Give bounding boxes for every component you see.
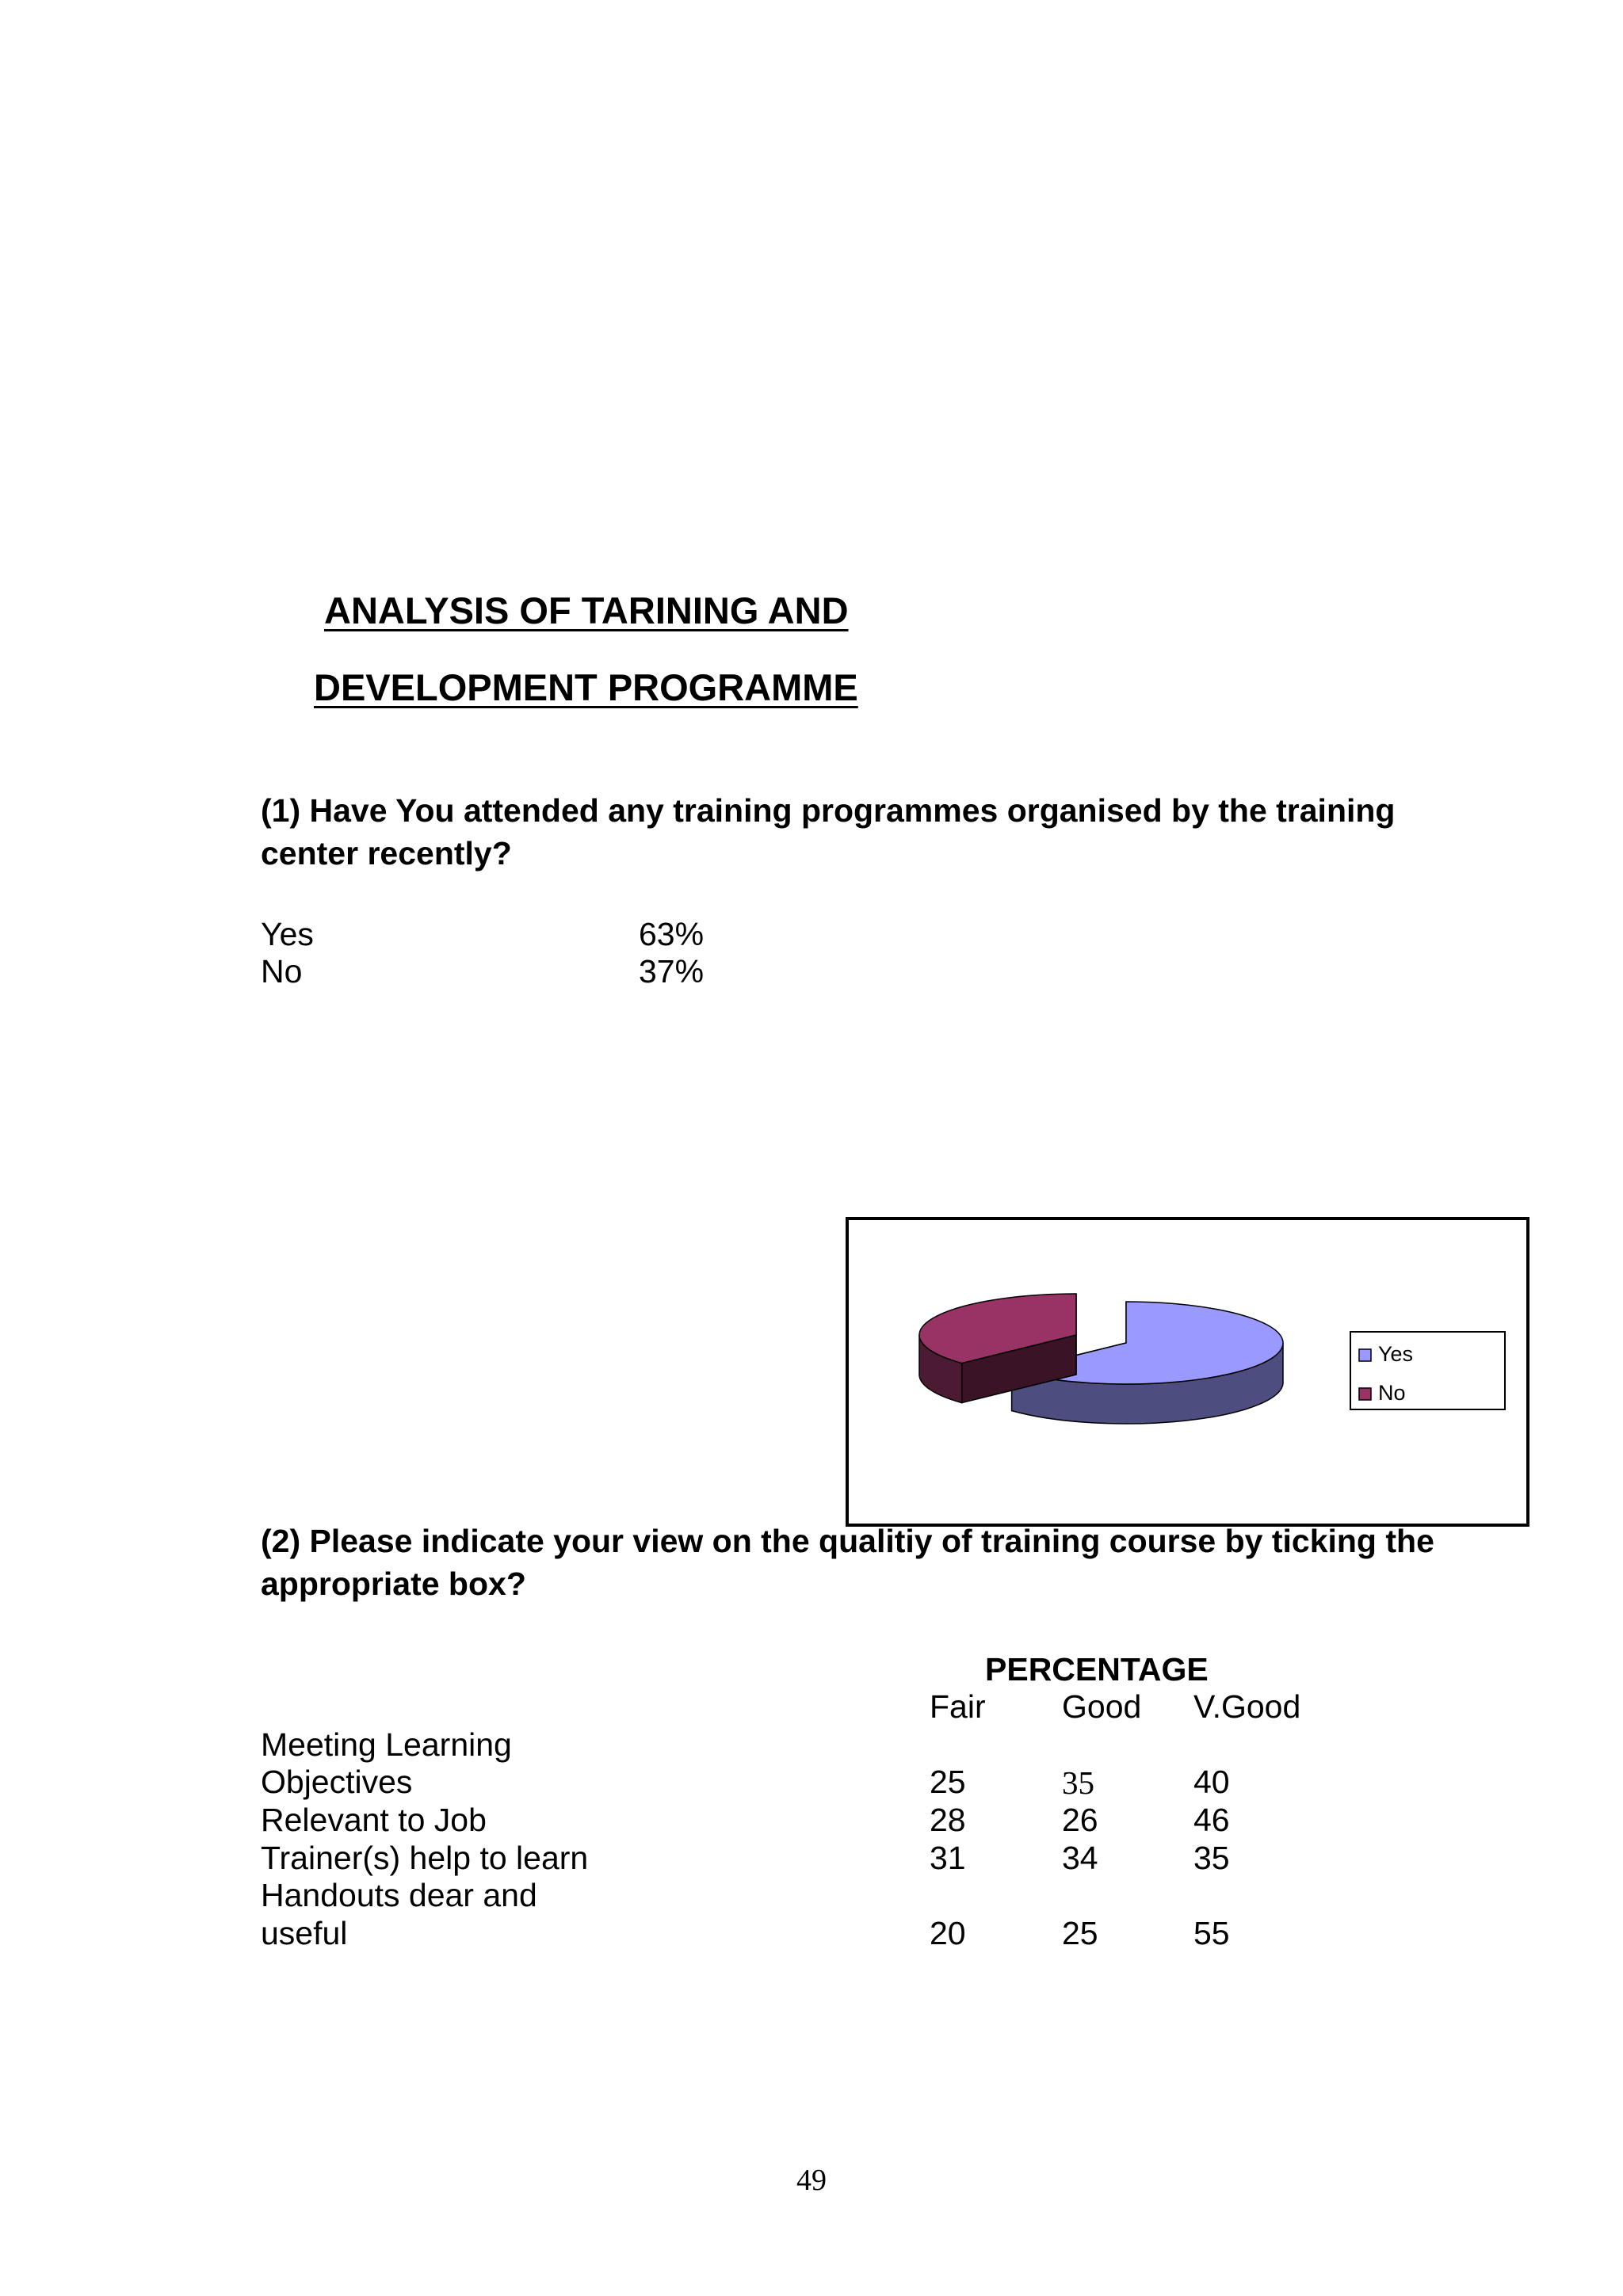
answer-no-label: No	[261, 953, 303, 990]
table-cell: 46	[1193, 1802, 1230, 1838]
table-cell: 40	[1193, 1764, 1230, 1800]
table-cell: 34	[1062, 1840, 1098, 1876]
table-row-label: useful	[261, 1915, 348, 1951]
table-row-label: Meeting Learning	[261, 1726, 512, 1763]
heading-line-1: ANALYSIS OF TARINING AND	[324, 589, 849, 631]
heading-line-2: DEVELOPMENT PROGRAMME	[314, 666, 858, 708]
answer-yes-label: Yes	[261, 916, 314, 952]
table-cell: 26	[1062, 1802, 1098, 1838]
answer-yes-value: 63%	[639, 916, 705, 952]
table-cell: 35	[1062, 1764, 1094, 1801]
question-1-text: (1) Have You attended any training programmes organised by the training center recently?	[261, 792, 1396, 871]
legend-label-no: No	[1378, 1381, 1406, 1405]
table-cell: 28	[930, 1802, 966, 1838]
col-header-vgood: V.Good	[1193, 1688, 1301, 1725]
table-row-label: Trainer(s) help to learn	[261, 1840, 589, 1876]
table-cell: 35	[1193, 1840, 1230, 1876]
table-cell: 31	[930, 1840, 966, 1876]
legend-swatch-no	[1359, 1388, 1371, 1400]
table-row-label: Relevant to Job	[261, 1802, 487, 1838]
table-cell: 25	[1062, 1915, 1098, 1951]
col-header-fair: Fair	[930, 1688, 986, 1725]
pie-chart	[846, 1217, 1529, 1527]
legend-swatch-yes	[1359, 1349, 1371, 1361]
table-cell: 20	[930, 1915, 966, 1951]
percentage-header: PERCENTAGE	[985, 1651, 1209, 1688]
table-cell: 55	[1193, 1915, 1230, 1951]
col-header-good: Good	[1062, 1688, 1142, 1725]
answer-no-value: 37%	[639, 953, 705, 990]
pie-chart-svg	[849, 1220, 1526, 1524]
table-row-label: Objectives	[261, 1764, 413, 1800]
chart-legend-box	[1350, 1332, 1505, 1409]
legend-label-yes: Yes	[1378, 1342, 1414, 1366]
table-row-label: Handouts dear and	[261, 1877, 537, 1913]
page-number: 49	[796, 2164, 827, 2197]
table-cell: 25	[930, 1764, 966, 1800]
question-2-text: (2) Please indicate your view on the qualitiy of training course by ticking the appropriate box?	[261, 1523, 1434, 1602]
